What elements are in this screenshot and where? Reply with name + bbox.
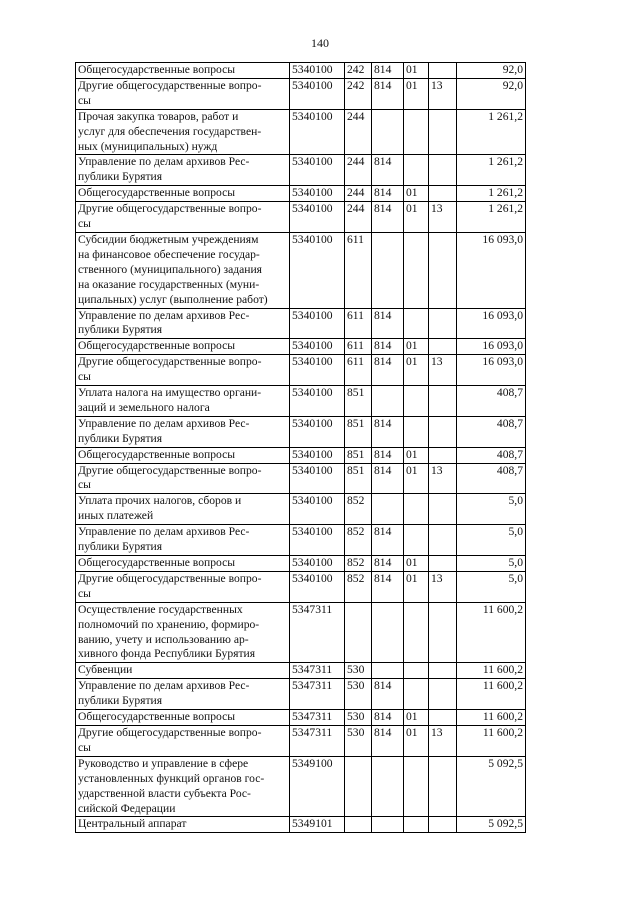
- target-code: 5340100: [290, 78, 345, 109]
- amount: 5,0: [457, 571, 526, 602]
- admin-code: [372, 663, 404, 679]
- subsection-code: [429, 308, 457, 339]
- admin-code: [372, 817, 404, 833]
- admin-code: 814: [372, 416, 404, 447]
- amount: 5,0: [457, 494, 526, 525]
- expense-type: [345, 756, 372, 817]
- section-code: 01: [404, 202, 429, 233]
- amount: 408,7: [457, 416, 526, 447]
- section-code: [404, 109, 429, 155]
- amount: 408,7: [457, 463, 526, 494]
- page-number: 140: [311, 36, 329, 50]
- subsection-code: [429, 63, 457, 79]
- expense-type: 852: [345, 571, 372, 602]
- target-code: 5349101: [290, 817, 345, 833]
- amount: 5 092,5: [457, 756, 526, 817]
- amount: 5 092,5: [457, 817, 526, 833]
- target-code: 5347311: [290, 710, 345, 726]
- section-code: [404, 817, 429, 833]
- expense-type: 611: [345, 339, 372, 355]
- admin-code: 814: [372, 78, 404, 109]
- table-row: [76, 663, 526, 679]
- table-row: [76, 710, 526, 726]
- table-row: [76, 78, 526, 109]
- item-name: Субсидии бюджетным учреждениям на финансовое обеспечение государ- ственного (муниципального) задания на оказание государственных (муни- ципальных) услуг (выполнение работ): [76, 232, 290, 308]
- subsection-code: 13: [429, 571, 457, 602]
- target-code: 5347311: [290, 602, 345, 663]
- section-code: [404, 679, 429, 710]
- target-code: 5340100: [290, 571, 345, 602]
- section-code: [404, 525, 429, 556]
- section-code: 01: [404, 725, 429, 756]
- amount: 5,0: [457, 525, 526, 556]
- admin-code: [372, 109, 404, 155]
- amount: 1 261,2: [457, 186, 526, 202]
- section-code: 01: [404, 447, 429, 463]
- section-code: [404, 602, 429, 663]
- expense-type: 530: [345, 679, 372, 710]
- amount: 408,7: [457, 386, 526, 417]
- item-name: Общегосударственные вопросы: [76, 556, 290, 572]
- amount: 5,0: [457, 556, 526, 572]
- target-code: 5340100: [290, 447, 345, 463]
- target-code: 5347311: [290, 725, 345, 756]
- target-code: 5340100: [290, 202, 345, 233]
- expense-type: 530: [345, 710, 372, 726]
- table-row: [76, 386, 526, 417]
- item-name: Другие общегосударственные вопро- сы: [76, 725, 290, 756]
- target-code: 5340100: [290, 386, 345, 417]
- admin-code: [372, 386, 404, 417]
- amount: 1 261,2: [457, 109, 526, 155]
- expense-type: 244: [345, 109, 372, 155]
- expense-type: 852: [345, 525, 372, 556]
- admin-code: 814: [372, 355, 404, 386]
- table-row: [76, 355, 526, 386]
- subsection-code: 13: [429, 725, 457, 756]
- item-name: Другие общегосударственные вопро- сы: [76, 78, 290, 109]
- amount: 11 600,2: [457, 710, 526, 726]
- item-name: Другие общегосударственные вопро- сы: [76, 463, 290, 494]
- target-code: 5340100: [290, 339, 345, 355]
- target-code: 5340100: [290, 463, 345, 494]
- item-name: Управление по делам архивов Рес- публики Бурятия: [76, 155, 290, 186]
- expense-type: 530: [345, 663, 372, 679]
- subsection-code: [429, 710, 457, 726]
- amount: 11 600,2: [457, 663, 526, 679]
- table-row: [76, 602, 526, 663]
- amount: 408,7: [457, 447, 526, 463]
- section-code: 01: [404, 710, 429, 726]
- expense-type: 851: [345, 463, 372, 494]
- table-row: [76, 186, 526, 202]
- item-name: Общегосударственные вопросы: [76, 447, 290, 463]
- section-code: [404, 416, 429, 447]
- section-code: [404, 663, 429, 679]
- table-row: [76, 725, 526, 756]
- admin-code: 814: [372, 155, 404, 186]
- amount: 11 600,2: [457, 602, 526, 663]
- amount: 11 600,2: [457, 679, 526, 710]
- admin-code: 814: [372, 447, 404, 463]
- subsection-code: [429, 447, 457, 463]
- target-code: 5340100: [290, 63, 345, 79]
- section-code: 01: [404, 186, 429, 202]
- item-name: Управление по делам архивов Рес- публики Бурятия: [76, 308, 290, 339]
- target-code: 5340100: [290, 525, 345, 556]
- item-name: Руководство и управление в сфере установленных функций органов гос- ударственной власти субъекта Рос- сийской Федерации: [76, 756, 290, 817]
- section-code: 01: [404, 556, 429, 572]
- expense-type: 242: [345, 63, 372, 79]
- admin-code: 814: [372, 725, 404, 756]
- section-code: [404, 756, 429, 817]
- amount: 16 093,0: [457, 339, 526, 355]
- table-row: [76, 447, 526, 463]
- subsection-code: [429, 525, 457, 556]
- expense-type: 242: [345, 78, 372, 109]
- subsection-code: 13: [429, 355, 457, 386]
- section-code: [404, 232, 429, 308]
- subsection-code: [429, 232, 457, 308]
- section-code: 01: [404, 571, 429, 602]
- subsection-code: [429, 602, 457, 663]
- admin-code: 814: [372, 202, 404, 233]
- table-row: [76, 339, 526, 355]
- expense-type: 244: [345, 186, 372, 202]
- table-row: [76, 416, 526, 447]
- amount: 16 093,0: [457, 355, 526, 386]
- target-code: 5347311: [290, 663, 345, 679]
- admin-code: 814: [372, 463, 404, 494]
- target-code: 5340100: [290, 355, 345, 386]
- admin-code: 814: [372, 186, 404, 202]
- subsection-code: [429, 494, 457, 525]
- admin-code: 814: [372, 525, 404, 556]
- table-row: [76, 202, 526, 233]
- expense-type: 611: [345, 232, 372, 308]
- table-row: [76, 232, 526, 308]
- item-name: Центральный аппарат: [76, 817, 290, 833]
- item-name: Общегосударственные вопросы: [76, 339, 290, 355]
- target-code: 5340100: [290, 494, 345, 525]
- item-name: Осуществление государственных полномочий по хранению, формиро- ванию, учету и использованию ар- хивного фонда Республики Бурятия: [76, 602, 290, 663]
- table-row: [76, 556, 526, 572]
- section-code: 01: [404, 78, 429, 109]
- expense-type: [345, 817, 372, 833]
- amount: 1 261,2: [457, 202, 526, 233]
- amount: 11 600,2: [457, 725, 526, 756]
- subsection-code: [429, 416, 457, 447]
- subsection-code: [429, 756, 457, 817]
- subsection-code: 13: [429, 202, 457, 233]
- subsection-code: [429, 679, 457, 710]
- subsection-code: 13: [429, 463, 457, 494]
- target-code: 5340100: [290, 556, 345, 572]
- subsection-code: [429, 155, 457, 186]
- table-row: [76, 463, 526, 494]
- item-name: Управление по делам архивов Рес- публики Бурятия: [76, 525, 290, 556]
- expense-type: 852: [345, 556, 372, 572]
- admin-code: [372, 494, 404, 525]
- expense-type: 852: [345, 494, 372, 525]
- subsection-code: [429, 186, 457, 202]
- section-code: [404, 308, 429, 339]
- amount: 1 261,2: [457, 155, 526, 186]
- target-code: 5340100: [290, 155, 345, 186]
- admin-code: 814: [372, 710, 404, 726]
- amount: 92,0: [457, 63, 526, 79]
- section-code: [404, 386, 429, 417]
- item-name: Другие общегосударственные вопро- сы: [76, 202, 290, 233]
- item-name: Управление по делам архивов Рес- публики Бурятия: [76, 416, 290, 447]
- section-code: 01: [404, 339, 429, 355]
- item-name: Прочая закупка товаров, работ и услуг для обеспечения государствен- ных (муниципальных) нужд: [76, 109, 290, 155]
- expense-type: 530: [345, 725, 372, 756]
- admin-code: 814: [372, 571, 404, 602]
- subsection-code: 13: [429, 78, 457, 109]
- table-row: [76, 525, 526, 556]
- expense-type: 851: [345, 386, 372, 417]
- admin-code: 814: [372, 679, 404, 710]
- subsection-code: [429, 339, 457, 355]
- item-name: Субвенции: [76, 663, 290, 679]
- section-code: 01: [404, 355, 429, 386]
- budget-table: [75, 62, 526, 833]
- expense-type: 611: [345, 308, 372, 339]
- target-code: 5340100: [290, 232, 345, 308]
- target-code: 5349100: [290, 756, 345, 817]
- item-name: Управление по делам архивов Рес- публики Бурятия: [76, 679, 290, 710]
- admin-code: 814: [372, 63, 404, 79]
- table-row: [76, 63, 526, 79]
- admin-code: [372, 232, 404, 308]
- section-code: 01: [404, 63, 429, 79]
- expense-type: [345, 602, 372, 663]
- table-row: [76, 817, 526, 833]
- item-name: Общегосударственные вопросы: [76, 63, 290, 79]
- admin-code: [372, 602, 404, 663]
- section-code: 01: [404, 463, 429, 494]
- item-name: Общегосударственные вопросы: [76, 710, 290, 726]
- admin-code: 814: [372, 556, 404, 572]
- section-code: [404, 494, 429, 525]
- table-row: [76, 679, 526, 710]
- subsection-code: [429, 386, 457, 417]
- admin-code: 814: [372, 339, 404, 355]
- table-row: [76, 308, 526, 339]
- expense-type: 851: [345, 416, 372, 447]
- table-row: [76, 494, 526, 525]
- item-name: Уплата прочих налогов, сборов и иных платежей: [76, 494, 290, 525]
- target-code: 5340100: [290, 308, 345, 339]
- expense-type: 851: [345, 447, 372, 463]
- subsection-code: [429, 109, 457, 155]
- target-code: 5340100: [290, 186, 345, 202]
- subsection-code: [429, 817, 457, 833]
- item-name: Другие общегосударственные вопро- сы: [76, 571, 290, 602]
- expense-type: 611: [345, 355, 372, 386]
- item-name: Другие общегосударственные вопро- сы: [76, 355, 290, 386]
- table-row: [76, 109, 526, 155]
- table-row: [76, 571, 526, 602]
- expense-type: 244: [345, 155, 372, 186]
- amount: 16 093,0: [457, 232, 526, 308]
- expense-type: 244: [345, 202, 372, 233]
- amount: 16 093,0: [457, 308, 526, 339]
- admin-code: 814: [372, 308, 404, 339]
- section-code: [404, 155, 429, 186]
- target-code: 5340100: [290, 109, 345, 155]
- subsection-code: [429, 556, 457, 572]
- admin-code: [372, 756, 404, 817]
- amount: 92,0: [457, 78, 526, 109]
- table-row: [76, 155, 526, 186]
- target-code: 5347311: [290, 679, 345, 710]
- target-code: 5340100: [290, 416, 345, 447]
- item-name: Уплата налога на имущество органи- заций и земельного налога: [76, 386, 290, 417]
- table-row: [76, 756, 526, 817]
- item-name: Общегосударственные вопросы: [76, 186, 290, 202]
- subsection-code: [429, 663, 457, 679]
